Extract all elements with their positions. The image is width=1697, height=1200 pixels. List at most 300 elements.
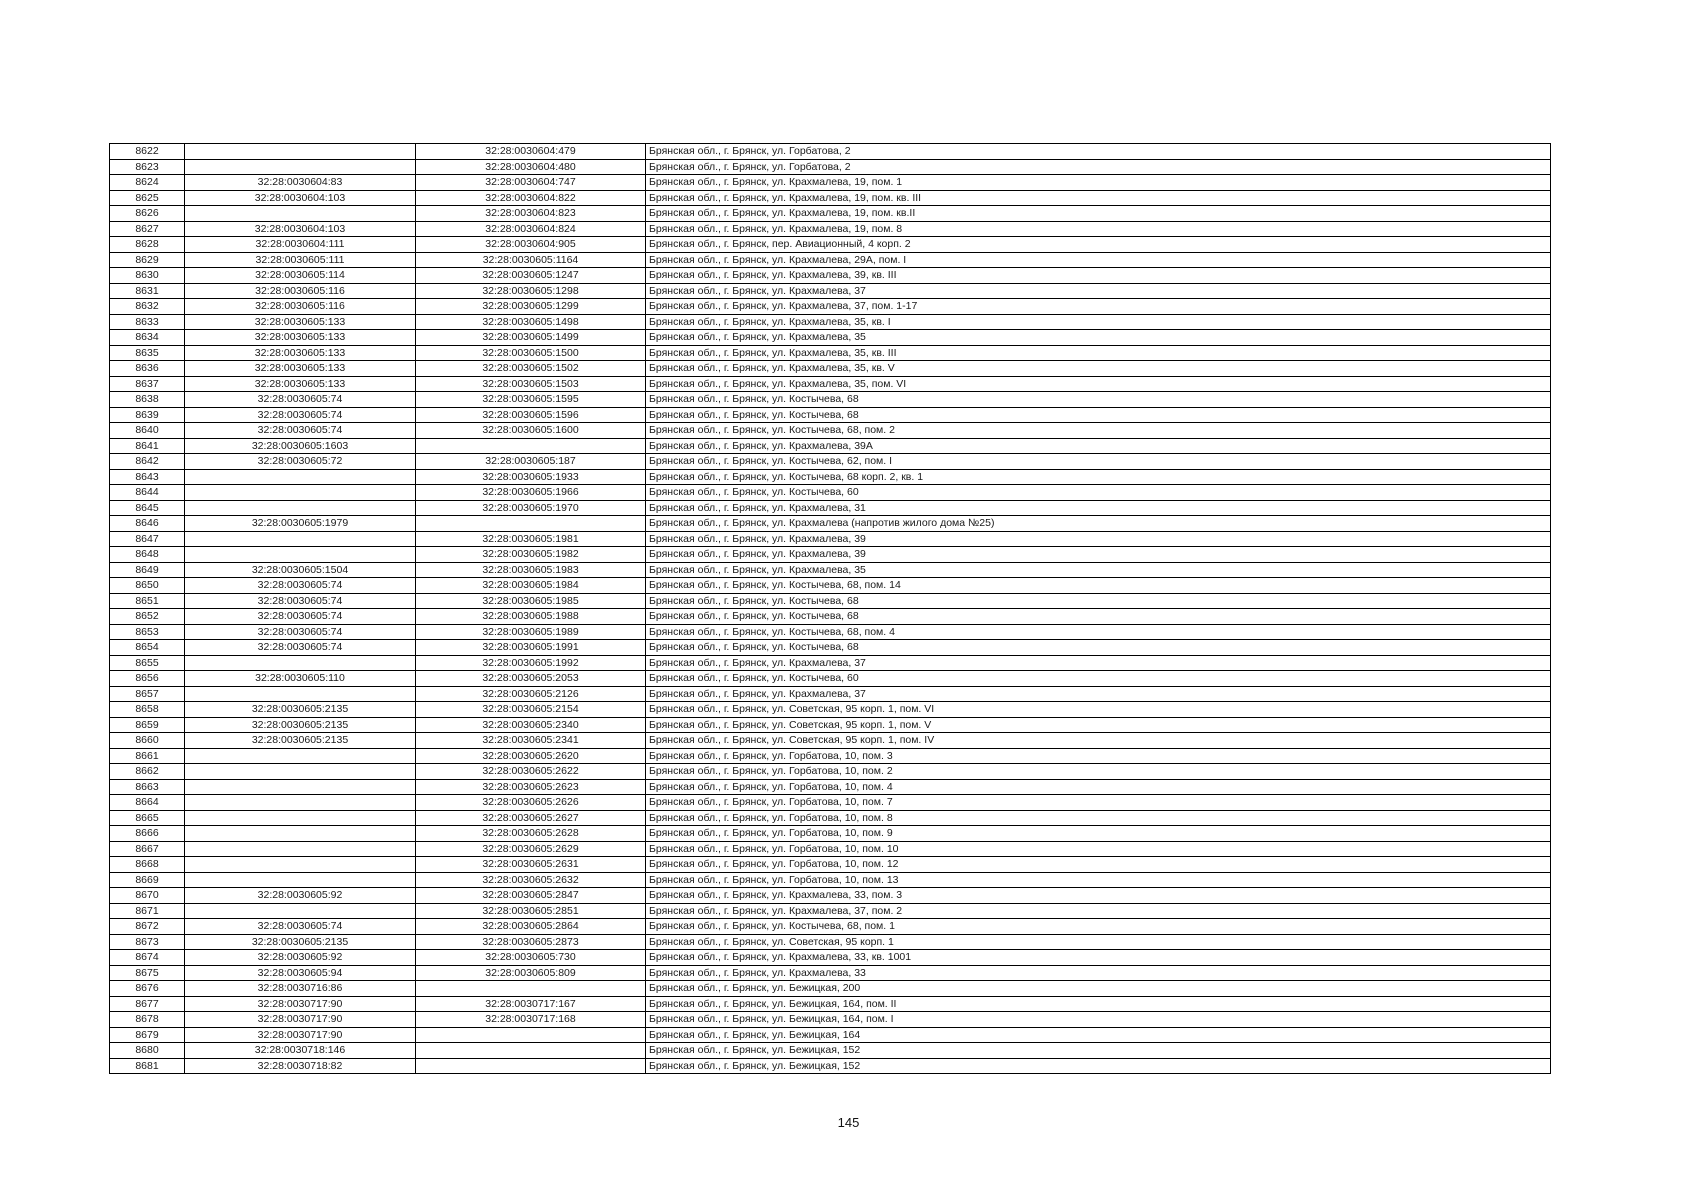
address-cell: Брянская обл., г. Брянск, ул. Советская, 95 корп. 1, пом. IV: [646, 733, 1551, 749]
table-row: [110, 826, 1551, 842]
land-cadastral-number-cell: [185, 686, 416, 702]
row-number-cell: 8673: [110, 934, 185, 950]
table-row: [110, 624, 1551, 640]
address-cell: Брянская обл., г. Брянск, ул. Костычева, 60: [646, 485, 1551, 501]
object-cadastral-number-cell: 32:28:0030605:2154: [416, 702, 646, 718]
address-cell: Брянская обл., г. Брянск, ул. Крахмалева, 33, пом. 3: [646, 888, 1551, 904]
object-cadastral-number-cell: 32:28:0030605:2632: [416, 872, 646, 888]
land-cadastral-number-cell: 32:28:0030605:1979: [185, 516, 416, 532]
address-cell: Брянская обл., г. Брянск, ул. Крахмалева, 29А, пом. I: [646, 252, 1551, 268]
address-cell: Брянская обл., г. Брянск, ул. Горбатова, 10, пом. 4: [646, 779, 1551, 795]
land-cadastral-number-cell: 32:28:0030605:74: [185, 919, 416, 935]
table-row: [110, 500, 1551, 516]
table-row: [110, 640, 1551, 656]
land-cadastral-number-cell: 32:28:0030716:86: [185, 981, 416, 997]
row-number-cell: 8657: [110, 686, 185, 702]
object-cadastral-number-cell: 32:28:0030604:479: [416, 144, 646, 160]
page-number: 145: [837, 1115, 860, 1130]
row-number-cell: 8648: [110, 547, 185, 563]
table-row: [110, 733, 1551, 749]
object-cadastral-number-cell: 32:28:0030717:167: [416, 996, 646, 1012]
address-cell: Брянская обл., г. Брянск, ул. Костычева, 68, пом. 1: [646, 919, 1551, 935]
table-row: [110, 531, 1551, 547]
address-cell: Брянская обл., г. Брянск, ул. Крахмалева, 33: [646, 965, 1551, 981]
address-cell: Брянская обл., г. Брянск, ул. Крахмалева, 35, пом. VI: [646, 376, 1551, 392]
row-number-cell: 8653: [110, 624, 185, 640]
object-cadastral-number-cell: 32:28:0030605:2864: [416, 919, 646, 935]
table-row: [110, 190, 1551, 206]
land-cadastral-number-cell: 32:28:0030605:92: [185, 888, 416, 904]
land-cadastral-number-cell: 32:28:0030605:74: [185, 392, 416, 408]
address-cell: Брянская обл., г. Брянск, ул. Костычева, 68 корп. 2, кв. 1: [646, 469, 1551, 485]
row-number-cell: 8639: [110, 407, 185, 423]
address-cell: Брянская обл., г. Брянск, ул. Советская, 95 корп. 1: [646, 934, 1551, 950]
land-cadastral-number-cell: 32:28:0030605:133: [185, 376, 416, 392]
land-cadastral-number-cell: 32:28:0030605:2135: [185, 717, 416, 733]
table-row: [110, 702, 1551, 718]
table-row: [110, 795, 1551, 811]
land-cadastral-number-cell: 32:28:0030604:103: [185, 190, 416, 206]
row-number-cell: 8674: [110, 950, 185, 966]
table-row: [110, 919, 1551, 935]
table-row: [110, 655, 1551, 671]
row-number-cell: 8681: [110, 1058, 185, 1074]
row-number-cell: 8652: [110, 609, 185, 625]
address-cell: Брянская обл., г. Брянск, ул. Горбатова, 10, пом. 13: [646, 872, 1551, 888]
table-row: [110, 748, 1551, 764]
address-cell: Брянская обл., г. Брянск, ул. Крахмалева, 19, пом. кв. III: [646, 190, 1551, 206]
table-row: [110, 299, 1551, 315]
address-cell: Брянская обл., г. Брянск, ул. Горбатова, 10, пом. 9: [646, 826, 1551, 842]
row-number-cell: 8661: [110, 748, 185, 764]
land-cadastral-number-cell: 32:28:0030604:111: [185, 237, 416, 253]
row-number-cell: 8664: [110, 795, 185, 811]
land-cadastral-number-cell: 32:28:0030605:133: [185, 361, 416, 377]
address-cell: Брянская обл., г. Брянск, ул. Крахмалева, 39: [646, 547, 1551, 563]
object-cadastral-number-cell: 32:28:0030605:2126: [416, 686, 646, 702]
object-cadastral-number-cell: 32:28:0030605:1596: [416, 407, 646, 423]
object-cadastral-number-cell: [416, 516, 646, 532]
table-row: [110, 361, 1551, 377]
row-number-cell: 8643: [110, 469, 185, 485]
land-cadastral-number-cell: 32:28:0030605:74: [185, 640, 416, 656]
table-row: [110, 779, 1551, 795]
table-row: [110, 965, 1551, 981]
object-cadastral-number-cell: [416, 981, 646, 997]
land-cadastral-number-cell: 32:28:0030717:90: [185, 1012, 416, 1028]
table-row: [110, 159, 1551, 175]
row-number-cell: 8677: [110, 996, 185, 1012]
land-cadastral-number-cell: 32:28:0030605:1603: [185, 438, 416, 454]
object-cadastral-number-cell: 32:28:0030605:809: [416, 965, 646, 981]
address-cell: Брянская обл., г. Брянск, ул. Горбатова, 10, пом. 7: [646, 795, 1551, 811]
address-cell: Брянская обл., г. Брянск, ул. Костычева, 68: [646, 609, 1551, 625]
object-cadastral-number-cell: 32:28:0030605:2851: [416, 903, 646, 919]
row-number-cell: 8627: [110, 221, 185, 237]
land-cadastral-number-cell: [185, 795, 416, 811]
address-cell: Брянская обл., г. Брянск, ул. Бежицкая, 164, пом. I: [646, 1012, 1551, 1028]
address-cell: Брянская обл., г. Брянск, ул. Костычева, 68, пом. 4: [646, 624, 1551, 640]
row-number-cell: 8638: [110, 392, 185, 408]
address-cell: Брянская обл., г. Брянск, пер. Авиационный, 4 корп. 2: [646, 237, 1551, 253]
land-cadastral-number-cell: 32:28:0030605:111: [185, 252, 416, 268]
address-cell: Брянская обл., г. Брянск, ул. Крахмалева, 35, кв. III: [646, 345, 1551, 361]
table-body: [110, 144, 1551, 1074]
row-number-cell: 8680: [110, 1043, 185, 1059]
row-number-cell: 8669: [110, 872, 185, 888]
address-cell: Брянская обл., г. Брянск, ул. Крахмалева, 35: [646, 330, 1551, 346]
address-cell: Брянская обл., г. Брянск, ул. Бежицкая, 164, пом. II: [646, 996, 1551, 1012]
table-row: [110, 175, 1551, 191]
table-row: [110, 562, 1551, 578]
row-number-cell: 8628: [110, 237, 185, 253]
land-cadastral-number-cell: [185, 903, 416, 919]
address-cell: Брянская обл., г. Брянск, ул. Крахмалева, 39А: [646, 438, 1551, 454]
table-row: [110, 609, 1551, 625]
object-cadastral-number-cell: 32:28:0030604:823: [416, 206, 646, 222]
object-cadastral-number-cell: 32:28:0030604:747: [416, 175, 646, 191]
row-number-cell: 8667: [110, 841, 185, 857]
address-cell: Брянская обл., г. Брянск, ул. Крахмалева (напротив жилого дома №25): [646, 516, 1551, 532]
object-cadastral-number-cell: 32:28:0030605:1992: [416, 655, 646, 671]
row-number-cell: 8659: [110, 717, 185, 733]
address-cell: Брянская обл., г. Брянск, ул. Крахмалева, 37: [646, 686, 1551, 702]
table-row: [110, 764, 1551, 780]
land-cadastral-number-cell: [185, 748, 416, 764]
object-cadastral-number-cell: 32:28:0030605:2053: [416, 671, 646, 687]
object-cadastral-number-cell: 32:28:0030605:1966: [416, 485, 646, 501]
table-row: [110, 252, 1551, 268]
row-number-cell: 8656: [110, 671, 185, 687]
row-number-cell: 8625: [110, 190, 185, 206]
row-number-cell: 8634: [110, 330, 185, 346]
table-row: [110, 438, 1551, 454]
land-cadastral-number-cell: 32:28:0030605:74: [185, 593, 416, 609]
table-row: [110, 454, 1551, 470]
table-row: [110, 144, 1551, 160]
row-number-cell: 8654: [110, 640, 185, 656]
land-cadastral-number-cell: [185, 485, 416, 501]
row-number-cell: 8663: [110, 779, 185, 795]
land-cadastral-number-cell: 32:28:0030605:74: [185, 578, 416, 594]
address-cell: Брянская обл., г. Брянск, ул. Горбатова, 10, пом. 2: [646, 764, 1551, 780]
address-cell: Брянская обл., г. Брянск, ул. Горбатова, 10, пом. 8: [646, 810, 1551, 826]
row-number-cell: 8647: [110, 531, 185, 547]
land-cadastral-number-cell: [185, 469, 416, 485]
address-cell: Брянская обл., г. Брянск, ул. Костычева, 68: [646, 593, 1551, 609]
address-cell: Брянская обл., г. Брянск, ул. Горбатова, 10, пом. 12: [646, 857, 1551, 873]
row-number-cell: 8632: [110, 299, 185, 315]
row-number-cell: 8671: [110, 903, 185, 919]
address-cell: Брянская обл., г. Брянск, ул. Крахмалева, 37, пом. 1-17: [646, 299, 1551, 315]
table-row: [110, 578, 1551, 594]
land-cadastral-number-cell: [185, 826, 416, 842]
land-cadastral-number-cell: 32:28:0030605:116: [185, 283, 416, 299]
land-cadastral-number-cell: 32:28:0030604:103: [185, 221, 416, 237]
address-cell: Брянская обл., г. Брянск, ул. Крахмалева, 37, пом. 2: [646, 903, 1551, 919]
address-cell: Брянская обл., г. Брянск, ул. Костычева, 68, пом. 14: [646, 578, 1551, 594]
object-cadastral-number-cell: 32:28:0030605:1498: [416, 314, 646, 330]
object-cadastral-number-cell: 32:28:0030605:2620: [416, 748, 646, 764]
address-cell: Брянская обл., г. Брянск, ул. Костычева, 60: [646, 671, 1551, 687]
land-cadastral-number-cell: [185, 841, 416, 857]
address-cell: Брянская обл., г. Брянск, ул. Крахмалева, 39: [646, 531, 1551, 547]
row-number-cell: 8665: [110, 810, 185, 826]
address-cell: Брянская обл., г. Брянск, ул. Крахмалева, 37: [646, 283, 1551, 299]
row-number-cell: 8660: [110, 733, 185, 749]
address-cell: Брянская обл., г. Брянск, ул. Горбатова, 10, пом. 10: [646, 841, 1551, 857]
row-number-cell: 8649: [110, 562, 185, 578]
address-cell: Брянская обл., г. Брянск, ул. Крахмалева, 19, пом. 1: [646, 175, 1551, 191]
table-row: [110, 547, 1551, 563]
table-row: [110, 810, 1551, 826]
object-cadastral-number-cell: 32:28:0030605:1981: [416, 531, 646, 547]
row-number-cell: 8622: [110, 144, 185, 160]
table-row: [110, 485, 1551, 501]
row-number-cell: 8668: [110, 857, 185, 873]
object-cadastral-number-cell: 32:28:0030605:1985: [416, 593, 646, 609]
table-row: [110, 283, 1551, 299]
object-cadastral-number-cell: 32:28:0030605:2622: [416, 764, 646, 780]
table-row: [110, 950, 1551, 966]
table-row: [110, 996, 1551, 1012]
land-cadastral-number-cell: [185, 857, 416, 873]
object-cadastral-number-cell: 32:28:0030605:187: [416, 454, 646, 470]
object-cadastral-number-cell: 32:28:0030605:2873: [416, 934, 646, 950]
row-number-cell: 8636: [110, 361, 185, 377]
object-cadastral-number-cell: 32:28:0030605:1298: [416, 283, 646, 299]
land-cadastral-number-cell: 32:28:0030605:2135: [185, 733, 416, 749]
object-cadastral-number-cell: 32:28:0030605:2628: [416, 826, 646, 842]
land-cadastral-number-cell: [185, 810, 416, 826]
table-row: [110, 1058, 1551, 1074]
address-cell: Брянская обл., г. Брянск, ул. Крахмалева, 19, пом. кв.II: [646, 206, 1551, 222]
table-row: [110, 671, 1551, 687]
row-number-cell: 8675: [110, 965, 185, 981]
object-cadastral-number-cell: 32:28:0030605:2626: [416, 795, 646, 811]
table-row: [110, 593, 1551, 609]
row-number-cell: 8640: [110, 423, 185, 439]
row-number-cell: 8645: [110, 500, 185, 516]
address-cell: Брянская обл., г. Брянск, ул. Бежицкая, 200: [646, 981, 1551, 997]
land-cadastral-number-cell: [185, 779, 416, 795]
land-cadastral-number-cell: 32:28:0030605:2135: [185, 934, 416, 950]
land-cadastral-number-cell: [185, 500, 416, 516]
row-number-cell: 8662: [110, 764, 185, 780]
object-cadastral-number-cell: 32:28:0030605:1970: [416, 500, 646, 516]
table-row: [110, 686, 1551, 702]
row-number-cell: 8626: [110, 206, 185, 222]
object-cadastral-number-cell: 32:28:0030604:480: [416, 159, 646, 175]
land-cadastral-number-cell: 32:28:0030717:90: [185, 1027, 416, 1043]
object-cadastral-number-cell: 32:28:0030605:1299: [416, 299, 646, 315]
object-cadastral-number-cell: 32:28:0030605:730: [416, 950, 646, 966]
object-cadastral-number-cell: 32:28:0030605:1983: [416, 562, 646, 578]
address-cell: Брянская обл., г. Брянск, ул. Советская, 95 корп. 1, пом. VI: [646, 702, 1551, 718]
object-cadastral-number-cell: 32:28:0030605:1595: [416, 392, 646, 408]
row-number-cell: 8678: [110, 1012, 185, 1028]
address-cell: Брянская обл., г. Брянск, ул. Крахмалева, 19, пом. 8: [646, 221, 1551, 237]
object-cadastral-number-cell: 32:28:0030605:2341: [416, 733, 646, 749]
object-cadastral-number-cell: 32:28:0030605:2340: [416, 717, 646, 733]
address-cell: Брянская обл., г. Брянск, ул. Бежицкая, 152: [646, 1043, 1551, 1059]
land-cadastral-number-cell: [185, 872, 416, 888]
address-cell: Брянская обл., г. Брянск, ул. Крахмалева, 35, кв. V: [646, 361, 1551, 377]
address-cell: Брянская обл., г. Брянск, ул. Крахмалева, 33, кв. 1001: [646, 950, 1551, 966]
land-cadastral-number-cell: [185, 144, 416, 160]
row-number-cell: 8650: [110, 578, 185, 594]
land-cadastral-number-cell: 32:28:0030605:133: [185, 330, 416, 346]
object-cadastral-number-cell: [416, 1027, 646, 1043]
address-cell: Брянская обл., г. Брянск, ул. Горбатова, 10, пом. 3: [646, 748, 1551, 764]
address-cell: Брянская обл., г. Брянск, ул. Костычева, 68: [646, 640, 1551, 656]
address-cell: Брянская обл., г. Брянск, ул. Костычева, 68, пом. 2: [646, 423, 1551, 439]
table-row: [110, 516, 1551, 532]
land-cadastral-number-cell: 32:28:0030605:94: [185, 965, 416, 981]
table-row: [110, 872, 1551, 888]
row-number-cell: 8623: [110, 159, 185, 175]
land-cadastral-number-cell: 32:28:0030605:133: [185, 314, 416, 330]
object-cadastral-number-cell: 32:28:0030605:1502: [416, 361, 646, 377]
address-cell: Брянская обл., г. Брянск, ул. Горбатова, 2: [646, 159, 1551, 175]
registry-table: [109, 143, 1551, 1074]
land-cadastral-number-cell: 32:28:0030605:74: [185, 624, 416, 640]
object-cadastral-number-cell: 32:28:0030605:1247: [416, 268, 646, 284]
object-cadastral-number-cell: 32:28:0030604:822: [416, 190, 646, 206]
object-cadastral-number-cell: [416, 438, 646, 454]
land-cadastral-number-cell: [185, 764, 416, 780]
land-cadastral-number-cell: 32:28:0030717:90: [185, 996, 416, 1012]
row-number-cell: 8655: [110, 655, 185, 671]
object-cadastral-number-cell: 32:28:0030605:2629: [416, 841, 646, 857]
row-number-cell: 8666: [110, 826, 185, 842]
land-cadastral-number-cell: [185, 206, 416, 222]
land-cadastral-number-cell: 32:28:0030605:110: [185, 671, 416, 687]
object-cadastral-number-cell: 32:28:0030605:1988: [416, 609, 646, 625]
land-cadastral-number-cell: 32:28:0030605:74: [185, 609, 416, 625]
table-row: [110, 903, 1551, 919]
land-cadastral-number-cell: 32:28:0030605:74: [185, 407, 416, 423]
table-row: [110, 1012, 1551, 1028]
land-cadastral-number-cell: [185, 531, 416, 547]
object-cadastral-number-cell: [416, 1058, 646, 1074]
table-row: [110, 888, 1551, 904]
row-number-cell: 8676: [110, 981, 185, 997]
object-cadastral-number-cell: 32:28:0030605:1989: [416, 624, 646, 640]
row-number-cell: 8629: [110, 252, 185, 268]
table-row: [110, 330, 1551, 346]
object-cadastral-number-cell: 32:28:0030605:2627: [416, 810, 646, 826]
address-cell: Брянская обл., г. Брянск, ул. Крахмалева, 35, кв. I: [646, 314, 1551, 330]
object-cadastral-number-cell: 32:28:0030605:1984: [416, 578, 646, 594]
table-row: [110, 857, 1551, 873]
object-cadastral-number-cell: 32:28:0030717:168: [416, 1012, 646, 1028]
address-cell: Брянская обл., г. Брянск, ул. Костычева, 62, пом. I: [646, 454, 1551, 470]
row-number-cell: 8637: [110, 376, 185, 392]
land-cadastral-number-cell: 32:28:0030605:1504: [185, 562, 416, 578]
object-cadastral-number-cell: 32:28:0030605:1600: [416, 423, 646, 439]
address-cell: Брянская обл., г. Брянск, ул. Крахмалева, 39, кв. III: [646, 268, 1551, 284]
land-cadastral-number-cell: 32:28:0030605:114: [185, 268, 416, 284]
land-cadastral-number-cell: [185, 655, 416, 671]
object-cadastral-number-cell: 32:28:0030604:824: [416, 221, 646, 237]
row-number-cell: 8651: [110, 593, 185, 609]
address-cell: Брянская обл., г. Брянск, ул. Костычева, 68: [646, 392, 1551, 408]
address-cell: Брянская обл., г. Брянск, ул. Бежицкая, 152: [646, 1058, 1551, 1074]
table-row: [110, 469, 1551, 485]
table-row: [110, 717, 1551, 733]
table-row: [110, 1027, 1551, 1043]
land-cadastral-number-cell: 32:28:0030718:146: [185, 1043, 416, 1059]
address-cell: Брянская обл., г. Брянск, ул. Крахмалева, 37: [646, 655, 1551, 671]
address-cell: Брянская обл., г. Брянск, ул. Крахмалева, 35: [646, 562, 1551, 578]
address-cell: Брянская обл., г. Брянск, ул. Советская, 95 корп. 1, пом. V: [646, 717, 1551, 733]
land-cadastral-number-cell: 32:28:0030605:133: [185, 345, 416, 361]
land-cadastral-number-cell: [185, 159, 416, 175]
row-number-cell: 8633: [110, 314, 185, 330]
object-cadastral-number-cell: 32:28:0030605:1982: [416, 547, 646, 563]
table-row: [110, 934, 1551, 950]
table-row: [110, 314, 1551, 330]
row-number-cell: 8672: [110, 919, 185, 935]
table-row: [110, 237, 1551, 253]
row-number-cell: 8641: [110, 438, 185, 454]
land-cadastral-number-cell: 32:28:0030605:2135: [185, 702, 416, 718]
row-number-cell: 8646: [110, 516, 185, 532]
row-number-cell: 8635: [110, 345, 185, 361]
table-row: [110, 981, 1551, 997]
address-cell: Брянская обл., г. Брянск, ул. Бежицкая, 164: [646, 1027, 1551, 1043]
object-cadastral-number-cell: 32:28:0030605:1933: [416, 469, 646, 485]
address-cell: Брянская обл., г. Брянск, ул. Костычева, 68: [646, 407, 1551, 423]
object-cadastral-number-cell: 32:28:0030605:1164: [416, 252, 646, 268]
table-row: [110, 841, 1551, 857]
land-cadastral-number-cell: 32:28:0030605:74: [185, 423, 416, 439]
table-row: [110, 345, 1551, 361]
land-cadastral-number-cell: 32:28:0030604:83: [185, 175, 416, 191]
table-row: [110, 221, 1551, 237]
object-cadastral-number-cell: [416, 1043, 646, 1059]
object-cadastral-number-cell: 32:28:0030605:2631: [416, 857, 646, 873]
row-number-cell: 8630: [110, 268, 185, 284]
row-number-cell: 8679: [110, 1027, 185, 1043]
table-row: [110, 376, 1551, 392]
object-cadastral-number-cell: 32:28:0030605:1991: [416, 640, 646, 656]
land-cadastral-number-cell: 32:28:0030718:82: [185, 1058, 416, 1074]
land-cadastral-number-cell: 32:28:0030605:116: [185, 299, 416, 315]
land-cadastral-number-cell: 32:28:0030605:92: [185, 950, 416, 966]
object-cadastral-number-cell: 32:28:0030605:1503: [416, 376, 646, 392]
row-number-cell: 8624: [110, 175, 185, 191]
object-cadastral-number-cell: 32:28:0030605:2623: [416, 779, 646, 795]
object-cadastral-number-cell: 32:28:0030605:2847: [416, 888, 646, 904]
address-cell: Брянская обл., г. Брянск, ул. Крахмалева, 31: [646, 500, 1551, 516]
table-row: [110, 423, 1551, 439]
row-number-cell: 8658: [110, 702, 185, 718]
object-cadastral-number-cell: 32:28:0030605:1499: [416, 330, 646, 346]
row-number-cell: 8642: [110, 454, 185, 470]
table-row: [110, 407, 1551, 423]
row-number-cell: 8670: [110, 888, 185, 904]
land-cadastral-number-cell: [185, 547, 416, 563]
table-row: [110, 392, 1551, 408]
row-number-cell: 8631: [110, 283, 185, 299]
table-row: [110, 268, 1551, 284]
address-cell: Брянская обл., г. Брянск, ул. Горбатова, 2: [646, 144, 1551, 160]
object-cadastral-number-cell: 32:28:0030605:1500: [416, 345, 646, 361]
table-row: [110, 206, 1551, 222]
row-number-cell: 8644: [110, 485, 185, 501]
